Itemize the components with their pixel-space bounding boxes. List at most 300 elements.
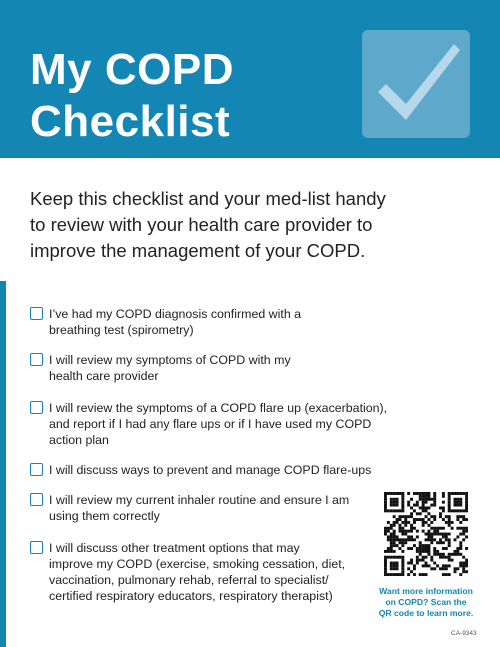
qr-module [393,535,396,538]
qr-module [445,538,448,541]
qr-module [390,533,393,536]
qr-module [465,504,468,507]
qr-module [430,535,433,538]
qr-module [393,530,396,533]
qr-module [398,556,401,559]
qr-module [384,501,387,504]
qr-module [454,538,457,541]
qr-module [422,544,425,547]
qr-module [387,535,390,538]
qr-module [433,498,436,501]
qr-module [401,570,404,573]
qr-module [439,506,442,509]
item-line: I will review my symptoms of COPD with my [49,353,291,367]
qr-module [439,541,442,544]
qr-module [407,504,410,507]
qr-module [430,538,433,541]
qr-module [398,530,401,533]
qr-module [419,553,422,556]
qr-module [387,509,390,512]
qr-module [433,518,436,521]
qr-module [413,509,416,512]
qr-module [462,527,465,530]
qr-module [445,556,448,559]
qr-module [419,512,422,515]
qr-module [384,570,387,573]
qr-module [404,524,407,527]
qr-module [398,541,401,544]
qr-module [448,492,451,495]
qr-module [422,509,425,512]
qr-module [454,567,457,570]
checklist-item-text [49,352,291,384]
item-line: using them correctly [49,509,160,523]
qr-module [416,504,419,507]
qr-module [396,498,399,501]
qr-module [462,518,465,521]
qr-module [448,521,451,524]
qr-module [456,550,459,553]
qr-module [430,515,433,518]
qr-module [422,518,425,521]
qr-module [445,535,448,538]
checkbox[interactable] [30,541,43,554]
qr-module [419,559,422,562]
item-line: and report if I had any flare ups or if I have used my COPD [49,417,372,431]
qr-module [393,573,396,576]
qr-module [430,527,433,530]
qr-module [439,553,442,556]
qr-module [407,492,410,495]
qr-module [442,573,445,576]
qr-module [436,533,439,536]
qr-module [407,501,410,504]
qr-module [396,509,399,512]
qr-module [459,509,462,512]
qr-module [433,547,436,550]
qr-module [410,535,413,538]
qr-module [407,547,410,550]
qr-module [404,518,407,521]
qr-module [390,556,393,559]
checklist-item-text [49,492,349,524]
qr-module [410,559,413,562]
qr-module [436,527,439,530]
qr-module [462,538,465,541]
qr-module [422,550,425,553]
qr-module [387,573,390,576]
qr-module [439,512,442,515]
qr-module [465,498,468,501]
qr-module [416,556,419,559]
qr-module [404,533,407,536]
qr-module [404,530,407,533]
qr-module [393,562,396,565]
qr-module [433,527,436,530]
qr-module [459,541,462,544]
checkbox[interactable] [30,307,43,320]
qr-module [407,521,410,524]
qr-module [442,509,445,512]
qr-module [387,538,390,541]
qr-module [454,570,457,573]
qr-module [390,541,393,544]
page-title [30,44,234,148]
qr-module [465,559,468,562]
item-line: health care provider [49,369,159,383]
qr-module [445,515,448,518]
document-code: CA-9343 [451,630,477,637]
qr-module [427,564,430,567]
qr-module [448,564,451,567]
qr-module [407,573,410,576]
qr-module [422,498,425,501]
qr-module [462,509,465,512]
qr-module [398,538,401,541]
qr-module [448,559,451,562]
qr-module [442,527,445,530]
qr-module [390,538,393,541]
qr-module [462,492,465,495]
qr-module [396,501,399,504]
qr-module [393,524,396,527]
qr-module [442,541,445,544]
qr-module [384,495,387,498]
qr-module [422,559,425,562]
qr-module [419,544,422,547]
qr-module [398,509,401,512]
qr-module [393,521,396,524]
item-line: improve my COPD (exercise, smoking cessation, diet, [49,557,346,571]
qr-module [462,564,465,567]
qr-module [401,521,404,524]
qr-module [456,553,459,556]
qr-module [433,530,436,533]
qr-module [459,544,462,547]
qr-module [393,564,396,567]
qr-module [448,541,451,544]
qr-module [456,509,459,512]
qr-module [456,535,459,538]
qr-module [393,509,396,512]
item-line: breathing test (spirometry) [49,323,194,337]
qr-module [393,533,396,536]
qr-module [416,501,419,504]
qr-module [454,553,457,556]
qr-module [390,527,393,530]
qr-module [410,512,413,515]
qr-caption [372,586,480,619]
qr-module [425,573,428,576]
qr-module [456,518,459,521]
qr-module [442,556,445,559]
intro-line-2: to review with your health care provider to [30,214,373,235]
qr-module [404,538,407,541]
qr-module [462,570,465,573]
qr-module [451,559,454,562]
qr-module [448,553,451,556]
qr-module [384,498,387,501]
qr-module [401,501,404,504]
qr-module [401,515,404,518]
qr-module [442,564,445,567]
qr-module [410,530,413,533]
qr-module [462,515,465,518]
qr-module [419,550,422,553]
qr-module [410,527,413,530]
qr-module [393,567,396,570]
qr-module [396,544,399,547]
qr-module [387,556,390,559]
qr-module [451,492,454,495]
qr-module [390,550,393,553]
qr-module [436,553,439,556]
qr-module [456,498,459,501]
checklist-item-text [49,400,387,448]
qr-module [459,515,462,518]
qr-module [401,495,404,498]
qr-module [454,550,457,553]
qr-module [422,495,425,498]
qr-module [387,492,390,495]
qr-module [433,553,436,556]
qr-module [459,533,462,536]
header-banner [0,0,500,158]
checkmark-badge [362,30,470,138]
qr-module [384,573,387,576]
qr-caption-line: QR code to learn more. [378,608,474,618]
qr-module [454,501,457,504]
qr-module [396,538,399,541]
qr-module [442,506,445,509]
qr-module [416,512,419,515]
qr-module [456,501,459,504]
intro-line-3: improve the management of your COPD. [30,240,366,261]
qr-module [398,515,401,518]
qr-module [448,498,451,501]
qr-module [462,562,465,565]
qr-module [401,544,404,547]
qr-module [425,556,428,559]
qr-caption-line: Want more information [379,586,473,596]
qr-module [384,506,387,509]
qr-module [401,556,404,559]
qr-module [456,567,459,570]
checkbox[interactable] [30,353,43,366]
qr-module [430,559,433,562]
qr-module [419,547,422,550]
qr-module [445,567,448,570]
qr-module [425,544,428,547]
qr-code-icon [384,492,468,576]
qr-module [401,492,404,495]
qr-module [459,553,462,556]
qr-module [456,547,459,550]
qr-module [422,530,425,533]
qr-module [393,538,396,541]
qr-module [401,506,404,509]
qr-module [419,506,422,509]
qr-module [436,530,439,533]
qr-module [448,556,451,559]
qr-module [401,538,404,541]
qr-module [393,544,396,547]
qr-module [425,515,428,518]
qr-module [401,550,404,553]
qr-module [401,564,404,567]
qr-module [422,573,425,576]
qr-module [410,498,413,501]
qr-module [425,562,428,565]
qr-module [384,527,387,530]
qr-module [427,512,430,515]
qr-module [419,541,422,544]
item-line: action plan [49,433,109,447]
qr-module [422,501,425,504]
qr-module [390,524,393,527]
qr-module [442,533,445,536]
qr-module [390,535,393,538]
qr-module [448,533,451,536]
qr-module [413,567,416,570]
item-line: I will discuss other treatment options that may [49,541,300,555]
qr-module [465,570,468,573]
qr-module [442,518,445,521]
qr-module [454,509,457,512]
qr-module [459,562,462,565]
qr-module [465,535,468,538]
qr-module [396,535,399,538]
qr-module [427,538,430,541]
qr-module [401,498,404,501]
qr-module [387,527,390,530]
qr-module [419,498,422,501]
qr-module [422,524,425,527]
qr-module [451,509,454,512]
qr-module [422,506,425,509]
qr-module [393,550,396,553]
qr-module [390,501,393,504]
qr-module [416,535,419,538]
qr-module [384,492,387,495]
qr-module [454,504,457,507]
qr-module [442,553,445,556]
qr-module [442,535,445,538]
qr-module [462,556,465,559]
qr-module [445,533,448,536]
qr-module [422,564,425,567]
qr-module [427,518,430,521]
qr-module [416,550,419,553]
checklist-item-text [49,540,345,604]
qr-module [401,573,404,576]
qr-module [384,530,387,533]
qr-module [433,515,436,518]
qr-module [433,538,436,541]
qr-module [393,504,396,507]
qr-module [454,498,457,501]
item-line: I’ve had my COPD diagnosis confirmed with a [49,307,302,321]
qr-module [433,495,436,498]
qr-module [439,533,442,536]
qr-module [427,524,430,527]
qr-module [448,495,451,498]
qr-module [465,562,468,565]
qr-module [425,498,428,501]
qr-module [430,498,433,501]
qr-code[interactable] [384,492,468,576]
qr-module [390,573,393,576]
qr-module [387,547,390,550]
qr-module [390,544,393,547]
qr-module [416,547,419,550]
qr-module [413,518,416,521]
qr-module [387,550,390,553]
qr-module [465,492,468,495]
qr-module [401,562,404,565]
qr-module [387,530,390,533]
qr-module [427,495,430,498]
qr-module [398,573,401,576]
qr-module [465,518,468,521]
qr-module [401,527,404,530]
checkbox[interactable] [30,493,43,506]
qr-module [442,547,445,550]
qr-module [384,562,387,565]
qr-module [430,541,433,544]
qr-module [425,492,428,495]
qr-module [413,538,416,541]
qr-module [445,547,448,550]
qr-module [436,541,439,544]
qr-module [410,538,413,541]
qr-module [390,509,393,512]
qr-module [393,515,396,518]
checkbox[interactable] [30,463,43,476]
qr-module [427,535,430,538]
qr-module [413,573,416,576]
qr-module [413,492,416,495]
qr-module [433,562,436,565]
qr-module [413,504,416,507]
qr-module [459,573,462,576]
qr-module [448,573,451,576]
qr-module [442,501,445,504]
qr-module [390,562,393,565]
qr-module [448,509,451,512]
qr-module [396,562,399,565]
checkbox[interactable] [30,401,43,414]
qr-module [425,547,428,550]
qr-module [419,573,422,576]
qr-module [433,501,436,504]
qr-module [410,515,413,518]
qr-module [462,533,465,536]
qr-module [407,562,410,565]
qr-module [448,504,451,507]
qr-module [465,501,468,504]
qr-module [425,538,428,541]
qr-module [465,530,468,533]
qr-module [425,521,428,524]
checklist-item-text [49,306,301,338]
qr-module [401,541,404,544]
item-line: I will review my current inhaler routine and ensure I am [49,493,350,507]
qr-module [398,524,401,527]
qr-module [401,559,404,562]
qr-module [427,547,430,550]
item-line: I will discuss ways to prevent and manage COPD flare-ups [49,463,372,477]
